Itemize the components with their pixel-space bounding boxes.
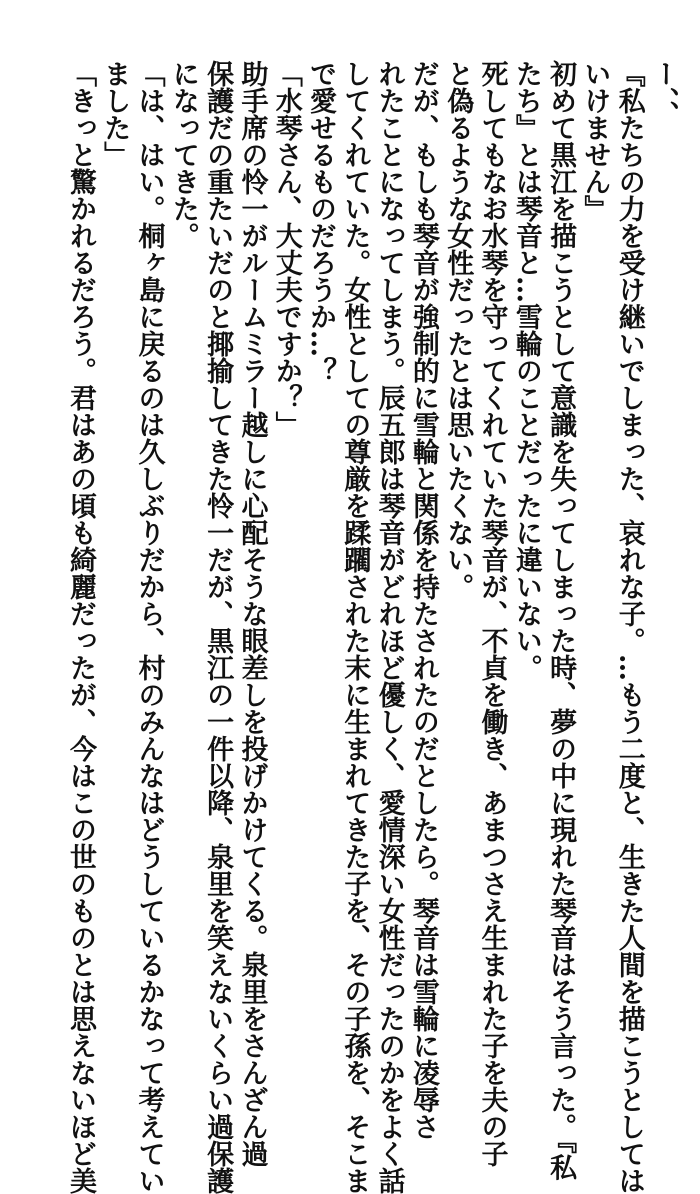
text-line: ー、、 xyxy=(648,60,679,128)
text-line: 「きっと驚かれるだろう。君はあの頃も綺麗だったが、今はこの世のものとは思えないほど美 xyxy=(64,60,96,1194)
text-line: で愛せるものだろうか…？ xyxy=(305,60,337,384)
text-line: れたことになってしまう。辰五郎は琴音がどれほど優しく、愛情深い女性だったのかをよく話 xyxy=(373,60,405,1194)
text-line: たち』とは琴音と…雪輪のことだったに違いない。 xyxy=(510,60,542,681)
text-line: 「水琴さん、大丈夫ですか？」 xyxy=(270,60,302,438)
text-line: 死してもなお水琴を守ってくれていた琴音が、不貞を働き、あまつさえ生まれた子を夫の子 xyxy=(476,60,508,1167)
text-line: 助手席の怜一がルームミラー越しに心配そうな眼差しを投げかけてくる。泉里をさんざん過 xyxy=(236,60,268,1167)
text-line: 「は、はい。桐ヶ島に戻るのは久しぶりだから、村のみんなはどうしているかなって考えてい xyxy=(133,60,165,1194)
text-line: 保護だの重たいだのと揶揄してきた怜一だが、黒江の一件以降、泉里を笑えないくらい過保護 xyxy=(202,60,234,1194)
text-line: 初めて黒江を描こうとして意識を失ってしまった時、夢の中に現れた琴音はそう言った。『私 xyxy=(545,60,577,1181)
text-line: と偽るような女性だったとは思いたくない。 xyxy=(442,60,474,600)
text-line: だが、もしも琴音が強制的に雪輪と関係を持たされたのだとしたら。琴音は雪輪に凌辱さ xyxy=(407,60,439,1140)
text-line: になってきた。 xyxy=(167,60,199,249)
text-line: 『私たちの力を受け継いでしまった、哀れな子。…もう二度と、生きた人間を描こうとしては xyxy=(613,60,645,1194)
text-line: いけません』 xyxy=(579,60,611,222)
vertical-text-body xyxy=(15,60,680,1194)
text-line: してくれていた。女性としての尊厳を蹂躙された末に生まれてきた子を、その子孫を、そこま xyxy=(339,60,371,1194)
text-line: ました」 xyxy=(99,60,131,168)
